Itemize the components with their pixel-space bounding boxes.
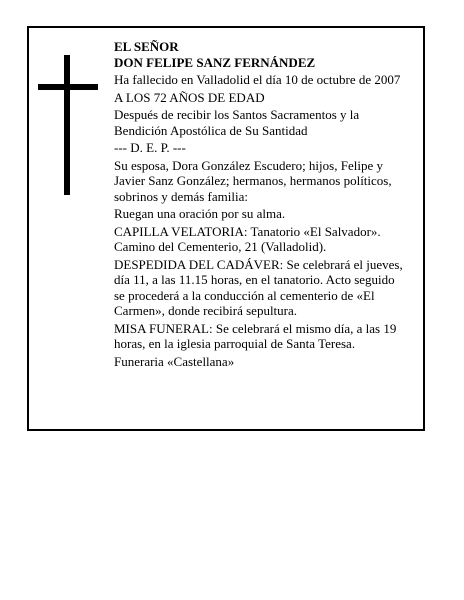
funeral-home: Funeraria «Castellana» [114,353,235,369]
cross-horizontal-bar [38,84,98,90]
cross-vertical-bar [64,55,70,195]
age-line: A LOS 72 AÑOS DE EDAD [114,89,265,105]
sacraments-text: Después de recibir los Santos Sacramentos y la Bendición Apostólica de Su Santidad [114,107,360,138]
prayer-request: Ruegan una oración por su alma. [114,206,286,221]
farewell-info: DESPEDIDA DEL CADÁVER: Se celebrará el jueves, día 11, a las 11.15 horas, en el tanatorio. Acto seguido se procederá a la conducción al cementerio de «El Carmen», donde recibirá sepultura. [114,256,403,318]
mass-info: MISA FUNERAL: Se celebrará el mismo día, a las 19 horas, en la iglesia parroquial de Santa Teresa. [114,320,397,351]
family-text: Su esposa, Dora González Escudero; hijos, Felipe y Javier Sanz González; hermanos, hermanos políticos, sobrinos y demás familia: [114,157,392,204]
deceased-name: DON FELIPE SANZ FERNÁNDEZ [114,54,316,70]
chapel-info: CAPILLA VELATORIA: Tanatorio «El Salvador». Camino del Cementerio, 21 (Valladolid). [114,223,381,254]
death-announcement: Ha fallecido en Valladolid el día 10 de octubre de 2007 [114,72,401,87]
notice-title: EL SEÑOR [114,39,179,54]
notice-text [114,39,424,371]
rip-line: --- D. E. P. --- [114,140,186,155]
